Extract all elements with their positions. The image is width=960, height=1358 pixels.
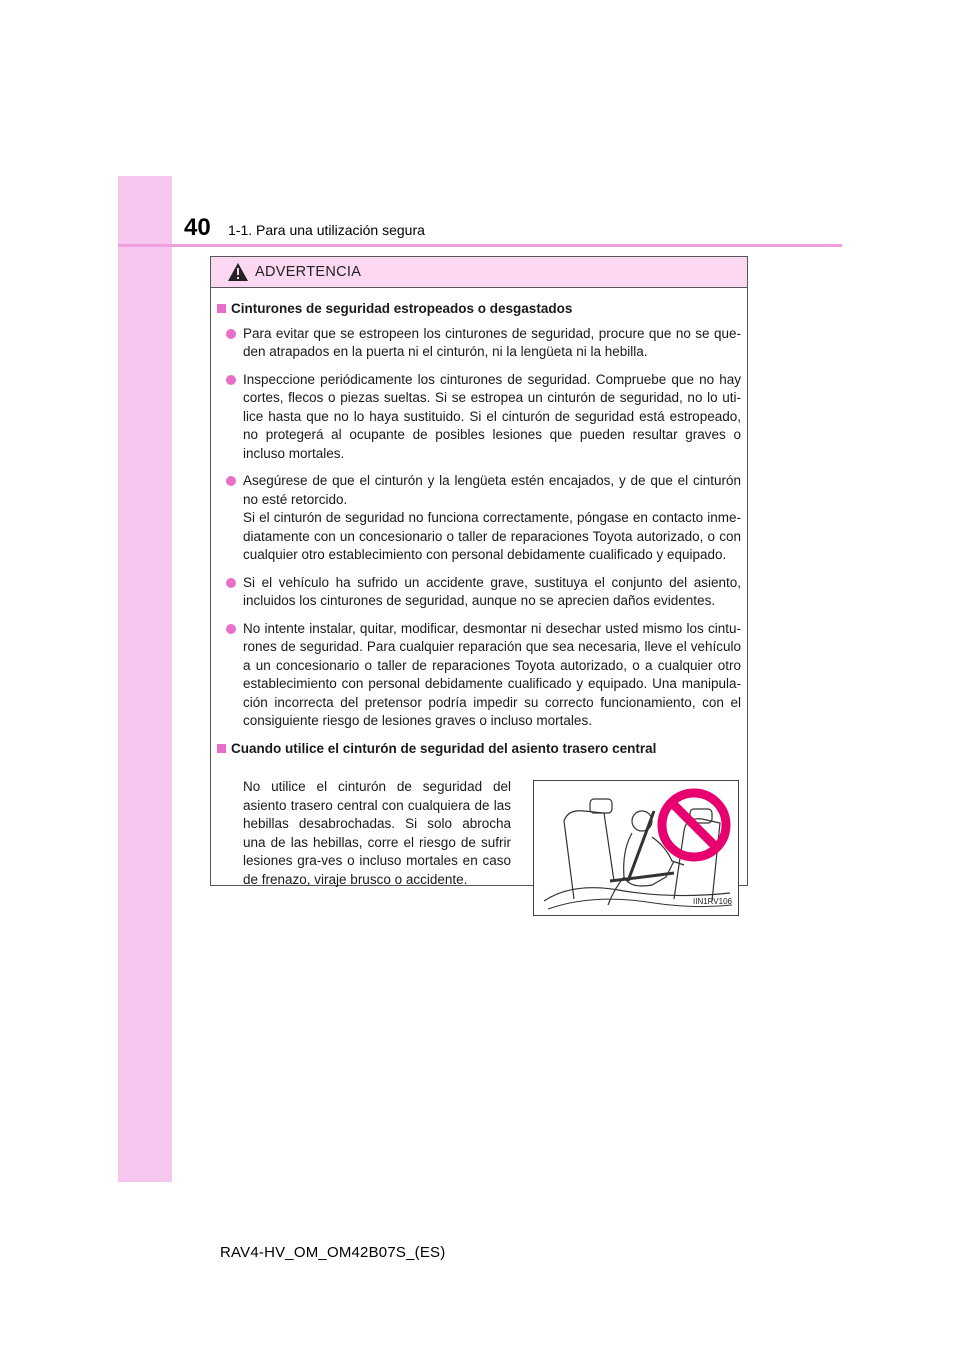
item-text: Si el vehículo ha sufrido un accidente grave, sustituya el conjunto del asiento, incluidos los cinturones de seguridad, aunque no se aprecien daños evidentes. [243, 574, 741, 608]
warning-header [211, 257, 747, 288]
chapter-title: 1-1. Para una utilización segura [228, 222, 425, 238]
square-bullet-icon [217, 744, 226, 753]
warning-triangle-icon [227, 262, 249, 282]
list-item [217, 574, 741, 611]
warning-body [211, 288, 747, 916]
side-color-band [118, 176, 172, 1182]
figure-code: IIN1RV106 [693, 896, 732, 906]
square-bullet-icon [217, 304, 226, 313]
item-text: Inspeccione periódicamente los cinturones de seguridad. Compruebe que no hay cortes, flecos o piezas sueltas. Si se estropea un cinturón de seguridad, no lo uti-lice hasta que no lo haya sustituido. Si el cinturón de seguridad está estropeado, no protegerá al ocupante de posibles lesiones que pueden resultar graves o incluso mortales. [243, 371, 741, 461]
list-item [217, 325, 741, 362]
warning-title: ADVERTENCIA [255, 264, 362, 280]
seat-belt-illustration [533, 780, 739, 916]
page-number: 40 [184, 214, 211, 241]
section-heading-rear-center-belt [217, 740, 741, 759]
round-bullet-icon [226, 624, 236, 634]
document-code: RAV4-HV_OM_OM42B07S_(ES) [220, 1244, 446, 1261]
list-item [217, 472, 741, 565]
item-text: Asegúrese de que el cinturón y la lengüeta estén encajados, y de que el cinturón no esté retorcido. [243, 473, 741, 507]
header-rule [118, 244, 842, 247]
warning-box [210, 256, 748, 906]
rear-center-belt-content [217, 766, 741, 916]
rear-center-belt-text: No utilice el cinturón de seguridad del asiento trasero central con cualquiera de las hebillas desabrochadas. Si solo abrocha una de las hebillas, corre el riesgo de sufrir lesiones gra-ves o incluso mortales en caso de frenazo, viraje brusco o accidente. [243, 779, 511, 887]
item-text: No intente instalar, quitar, modificar, desmontar ni desechar usted mismo los cintu-rones de seguridad. Para cualquier reparación que sea necesaria, lleve el vehículo a un concesionario o taller de reparaciones Toyota autorizado, o a cualquier otro establecimiento con personal debidamente cualificado y equipado. Una manipula-ción incorrecta del pretensor podría impedir su correcto funcionamiento, con el consiguiente riesgo de lesiones graves o incluso mortales. [243, 620, 741, 728]
round-bullet-icon [226, 476, 236, 486]
round-bullet-icon [226, 329, 236, 339]
section-heading-damaged-belts [217, 300, 741, 319]
item-text: Si el cinturón de seguridad no funciona correctamente, póngase en contacto inme-diatamente con un concesionario o taller de reparaciones Toyota autorizado, o con cualquier otro establecimiento con personal debidamente cualificado y equipado. [243, 510, 741, 562]
section-heading-text: Cuando utilice el cinturón de seguridad del asiento trasero central [231, 740, 657, 756]
round-bullet-icon [226, 375, 236, 385]
item-text: Para evitar que se estropeen los cinturones de seguridad, procure que no se que-den atrapados en la puerta ni el cinturón, ni la lengüeta ni la hebilla. [243, 325, 741, 359]
list-item [217, 620, 741, 731]
list-item [217, 371, 741, 464]
round-bullet-icon [226, 578, 236, 588]
section-heading-text: Cinturones de seguridad estropeados o desgastados [231, 301, 573, 316]
